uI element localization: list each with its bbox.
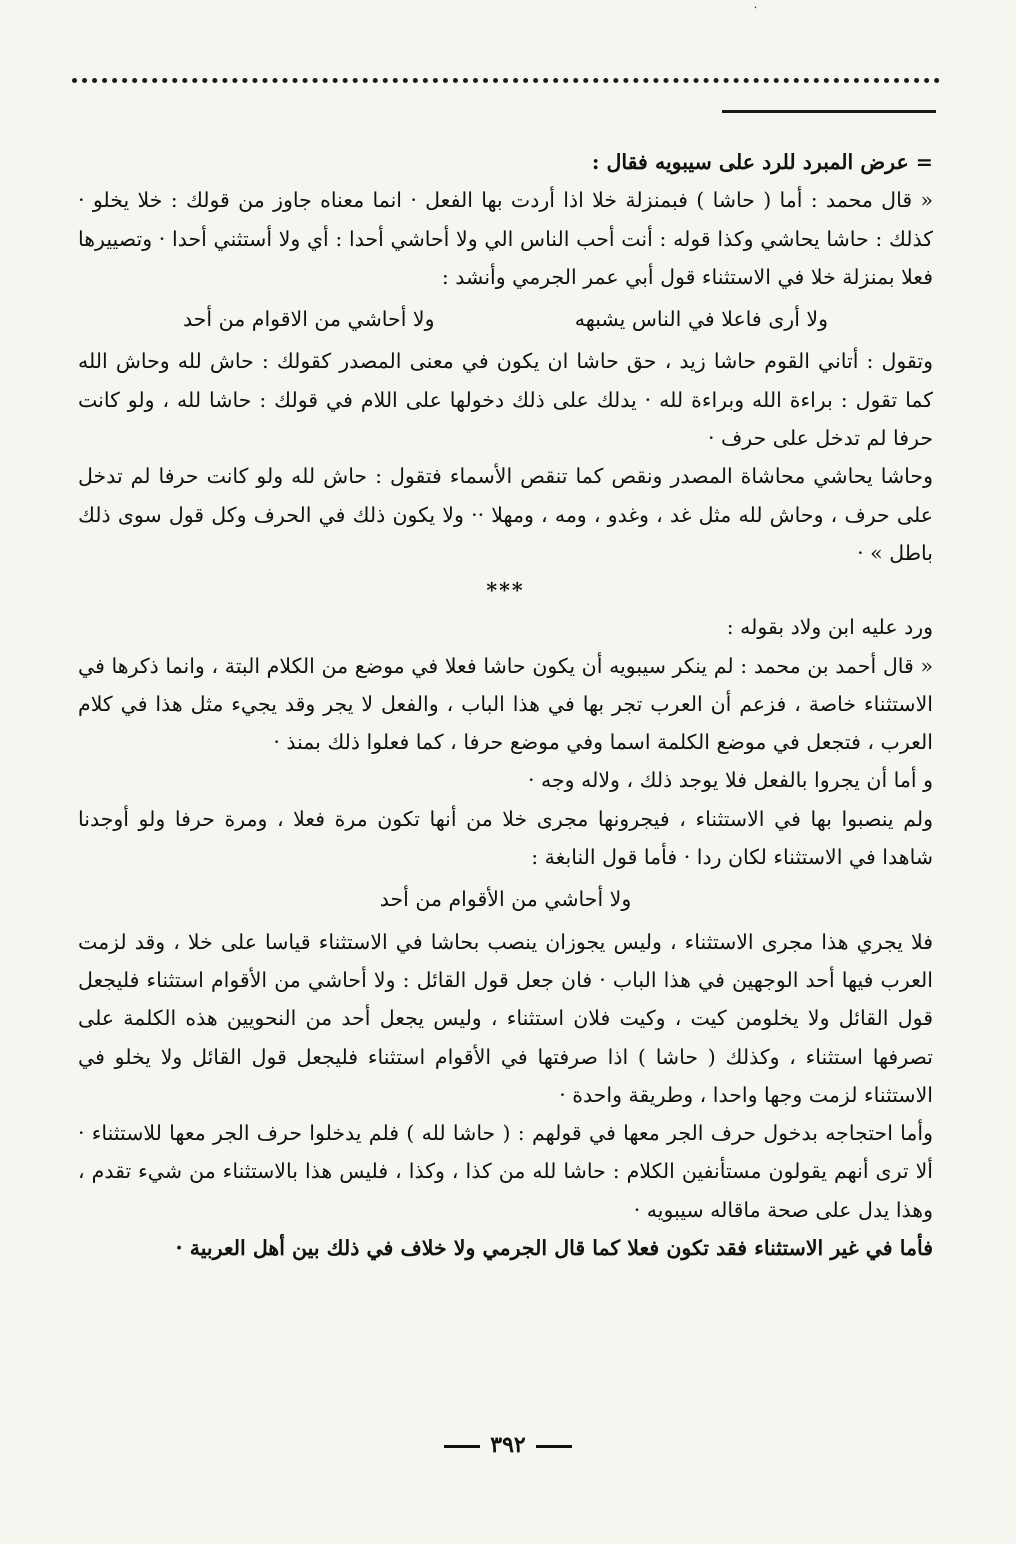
verse-2: ولا أحاشي من الأقوام من أحد	[379, 887, 632, 912]
paragraph-10: وأما احتجاجه بدخول حرف الجر معها في قولهم : ( حاشا لله ) فلم يدخلوا حرف الجر معها للاستثناء · ألا ترى أنهم يقولون مستأنفين الكلام : حاشا لله من كذا ، وكذا ، فليس هذا بالاستثناء من شيء تقدم ، وهذا يدل على صحة ماقاله سيبويه ·	[78, 1121, 933, 1222]
text-body	[78, 143, 933, 1267]
paragraph-2: « قال محمد : أما ( حاشا ) فبمنزلة خلا اذا أردت بها الفعل · انما معناه جاوز من قولك : خلا يخلو · كذلك : حاشا يحاشي وكذا قوله : أنت أحب الناس الي ولا أحاشي أحدا : أي ولا أستثني أحدا · وتصييرها فعلا بمنزلة خلا في الاستثناء قول أبي عمر الجرمي وأنشد :	[78, 188, 933, 289]
paragraph-5: ورد عليه ابن ولاد بقوله :	[726, 615, 933, 640]
paragraph-4: وحاشا يحاشي محاشاة المصدر ونقص كما تنقص الأسماء فتقول : حاش لله ولو كانت حرفا لم تدخل على حرف ، وحاش لله مثل غد ، وغدو ، ومه ، ومهلا ·· ولا يكون ذلك في الحرف وكل قول سوى ذلك باطل » ·	[78, 464, 933, 565]
page-number	[0, 1432, 1016, 1458]
page-number-text: ٣٩٢	[490, 1432, 526, 1458]
verse-1-hemistich-a: ولا أرى فاعلا في الناس يشبهه	[574, 307, 828, 332]
corner-mark: ٠	[752, 0, 759, 15]
short-rule	[722, 110, 936, 113]
page-number-dash-left	[444, 1445, 480, 1448]
paragraph-6: « قال أحمد بن محمد : لم ينكر سيبويه أن يكون حاشا فعلا في موضع من الكلام البتة ، وانما ذكرها في الاستثناء خاصة ، فزعم أن العرب تجر بها في هذا الباب ، والفعل لا يجر وقد يجيء مثل هذا في كلام العرب ، فتجعل في موضع الكلمة اسما وفي موضع حرفا ، كما فعلوا ذلك بمنذ ·	[78, 653, 933, 755]
paragraph-7: و أما أن يجروا بالفعل فلا يوجد ذلك ، ولاله وجه ·	[527, 768, 933, 793]
paragraph-3: وتقول : أتاني القوم حاشا زيد ، حق حاشا ان يكون في معنى المصدر كقولك : حاش لله وحاش الله كما تقول : براءة الله وبراءة لله · يدلك على ذلك دخولها على اللام في قولك : حاشا لله ، ولو كانت حرفا لم تدخل على حرف ·	[78, 349, 933, 451]
page-number-dash-right	[536, 1445, 572, 1448]
asterisk-separator: ***	[486, 578, 525, 603]
verse-1	[78, 296, 933, 342]
verse-1-hemistich-b: ولا أحاشي من الاقوام من أحد	[183, 307, 435, 332]
dotted-rule	[72, 78, 940, 83]
paragraph-9: فلا يجري هذا مجرى الاستثناء ، وليس يجوزان ينصب بحاشا في الاستثناء قياسا على خلا ، وقد لزمت العرب فيها أحد الوجهين في هذا الباب · فان جعل قول القائل : ولا أحاشي من الأقوام استثناء فليجعل قول القائل ولا يخلومن كيت ، وكيت فلان استثناء ، وليس يجعل أحد من النحويين هذه الكلمة على تصرفها استثناء ، وكذلك ( حاشا ) اذا صرفتها في الأقوام استثناء فليجعل قول القائل ولا يخلو في الاستثناء لزمت وجها واحدا ، وطريقة واحدة ·	[78, 929, 933, 1107]
paragraph-1: = عرض المبرد للرد على سيبويه فقال :	[591, 150, 933, 174]
paragraph-11: فأما في غير الاستثناء فقد تكون فعلا كما قال الجرمي ولا خلاف في ذلك بين أهل العربية ·	[175, 1236, 933, 1261]
paragraph-8: ولم ينصبوا بها في الاستثناء ، فيجرونها مجرى خلا من أنها تكون مرة فعلا ، ومرة حرفا ولو أوجدنا شاهدا في الاستثناء لكان ردا · فأما قول النابغة :	[78, 806, 933, 870]
